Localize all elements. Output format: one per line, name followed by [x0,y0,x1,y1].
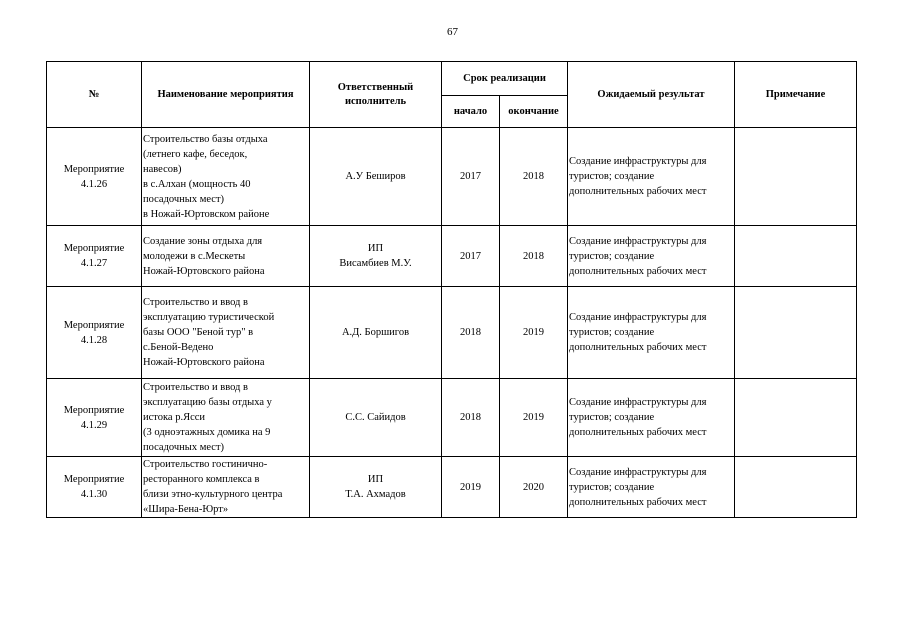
row-name: Строительство гостинично- ресторанного комплекса в близи этно-культурного центра «Шира-Бена-Юрт» [142,457,310,518]
header-end: окончание [500,96,568,128]
header-start: начало [442,96,500,128]
row-start: 2018 [442,379,500,457]
row-end: 2019 [500,287,568,379]
table-body [47,128,857,518]
header-result: Ожидаемый результат [568,62,735,128]
row-num: Мероприятие 4.1.27 [47,226,142,287]
row-result: Создание инфраструктуры для туристов; создание дополнительных рабочих мест [568,287,735,379]
header-note: Примечание [735,62,857,128]
row-note [735,457,857,518]
row-start: 2017 [442,128,500,226]
row-result: Создание инфраструктуры для туристов; создание дополнительных рабочих мест [568,379,735,457]
row-note [735,226,857,287]
row-name: Строительство базы отдыха (летнего кафе, беседок, навесов) в с.Алхан (мощность 40 посадочных мест) в Ножай-Юртовском районе [142,128,310,226]
row-start: 2018 [442,287,500,379]
row-note [735,287,857,379]
row-end: 2020 [500,457,568,518]
row-end: 2018 [500,128,568,226]
row-start: 2017 [442,226,500,287]
row-num: Мероприятие 4.1.28 [47,287,142,379]
activities-table [46,61,857,518]
page-number: 67 [447,26,458,38]
row-responsible: ИП Т.А. Ахмадов [310,457,442,518]
row-responsible: ИП Висамбиев М.У. [310,226,442,287]
table-row [47,287,857,379]
row-num: Мероприятие 4.1.26 [47,128,142,226]
row-num: Мероприятие 4.1.30 [47,457,142,518]
row-responsible: С.С. Сайидов [310,379,442,457]
row-responsible: А.Д. Боршигов [310,287,442,379]
row-end: 2019 [500,379,568,457]
header-num: № [47,62,142,128]
row-name: Строительство и ввод в эксплуатацию туристической базы ООО "Беной тур" в с.Беной-Ведено Ножай-Юртовского района [142,287,310,379]
header-responsible: Ответственный исполнитель [310,62,442,128]
row-note [735,379,857,457]
row-responsible: А.У Беширов [310,128,442,226]
row-result: Создание инфраструктуры для туристов; создание дополнительных рабочих мест [568,457,735,518]
row-note [735,128,857,226]
row-end: 2018 [500,226,568,287]
table-header [47,62,857,128]
header-period: Срок реализации [442,62,568,96]
row-result: Создание инфраструктуры для туристов; создание дополнительных рабочих мест [568,128,735,226]
row-num: Мероприятие 4.1.29 [47,379,142,457]
row-result: Создание инфраструктуры для туристов; создание дополнительных рабочих мест [568,226,735,287]
row-name: Создание зоны отдыха для молодежи в с.Мескеты Ножай-Юртовского района [142,226,310,287]
table-row [47,226,857,287]
header-name: Наименование мероприятия [142,62,310,128]
table-row [47,128,857,226]
table-row [47,457,857,518]
row-start: 2019 [442,457,500,518]
table-row [47,379,857,457]
row-name: Строительство и ввод в эксплуатацию базы отдыха у истока р.Ясси (3 одноэтажных домика на 9 посадочных мест) [142,379,310,457]
